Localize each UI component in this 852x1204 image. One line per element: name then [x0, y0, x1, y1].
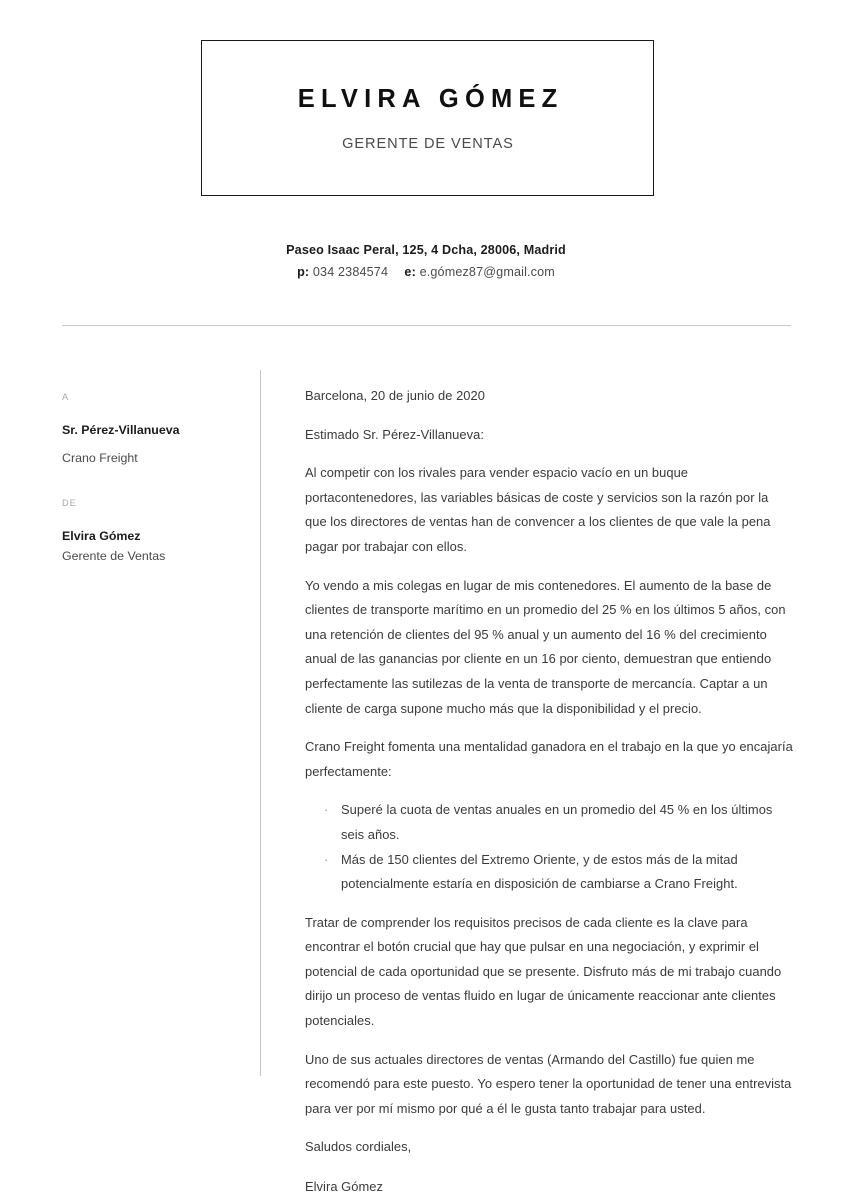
list-item-text: Más de 150 clientes del Extremo Oriente, y de estos más de la mitad potencialmente estaría en disposición de cambiarse a Crano Freight. [341, 851, 738, 892]
list-item [305, 848, 793, 897]
bullet-icon: · [324, 802, 329, 818]
letter-paragraph-1: Al competir con los rivales para vender espacio vacío en un buque portacontenedores, las variables básicas de coste y servicios son la razón por la que los directores de ventas han de convencer a los clientes de que vale la pena pagar por trabajar con ellos. [305, 465, 771, 554]
letter-salutation: Estimado Sr. Pérez-Villanueva: [305, 426, 484, 442]
horizontal-divider [62, 325, 791, 326]
achievements-list [305, 784, 793, 896]
sender-section [62, 465, 242, 563]
letter-closing: Saludos cordiales, [305, 1139, 412, 1155]
letter-paragraph-3: Crano Freight fomenta una mentalidad ganadora en el trabajo en la que yo encajaría perfectamente: [305, 739, 793, 779]
phone-label: p: [297, 265, 310, 279]
recipient-name: Sr. Pérez-Villanueva [62, 423, 180, 437]
applicant-role: GERENTE DE VENTAS [342, 135, 514, 152]
letter-body [305, 384, 793, 1200]
vertical-divider [260, 370, 261, 1076]
email-label: e: [404, 265, 416, 279]
letter-paragraph-5: Uno de sus actuales directores de ventas (Armando del Castillo) fue quien me recomendó para este puesto. Yo espero tener la oportunidad de tener una entrevista para ver por mí mismo por qué a él le gusta tanto trabajar para usted. [305, 1051, 792, 1116]
contact-address: Paseo Isaac Peral, 125, 4 Dcha, 28006, Madrid [286, 243, 566, 257]
list-item [305, 798, 793, 847]
contact-phone-email [0, 257, 852, 279]
recipient-company: Crano Freight [62, 451, 138, 465]
sidebar [62, 392, 242, 563]
sender-role: Gerente de Ventas [62, 549, 166, 563]
recipient-section-label: A [62, 392, 70, 402]
email-value: e.gómez87@gmail.com [419, 265, 555, 279]
bullet-icon: · [324, 851, 329, 867]
letter-date: Barcelona, 20 de junio de 2020 [305, 388, 485, 403]
page-title: ELVIRA GÓMEZ [297, 85, 564, 113]
sender-name: Elvira Gómez [62, 529, 141, 543]
letter-paragraph-4: Tratar de comprender los requisitos precisos de cada cliente es la clave para encontrar el botón crucial que hay que pulsar en una negociación, y exprimir el potencial de cada oportunidad que se presente. Disfruto más de mi trabajo cuando dirijo un proceso de ventas fluido en lugar de únicamente reaccionar ante clientes potenciales. [305, 914, 782, 1029]
list-item-text: Superé la cuota de ventas anuales en un promedio del 45 % en los últimos seis años. [341, 802, 773, 842]
letterhead-box [201, 40, 654, 196]
letter-paragraph-2: Yo vendo a mis colegas en lugar de mis contenedores. El aumento de la base de clientes de transporte marítimo en un promedio del 25 % en los últimos 5 años, con una retención de clientes del 95 % anual y un aumento del 16 % del crecimiento anual de las ganancias por cliente en un 16 por ciento, demuestran que entiendo perfectamente las sutilezas de la venta de transporte de mercancía. Captar a un cliente de carga supone mucho más que la disponibilidad y el precio. [305, 577, 786, 716]
phone-value: 034 2384574 [312, 265, 389, 279]
letterhead-inner [202, 87, 653, 152]
sender-section-label: DE [62, 498, 77, 508]
contact-block [0, 243, 852, 279]
letter-signature: Elvira Gómez [305, 1179, 383, 1195]
